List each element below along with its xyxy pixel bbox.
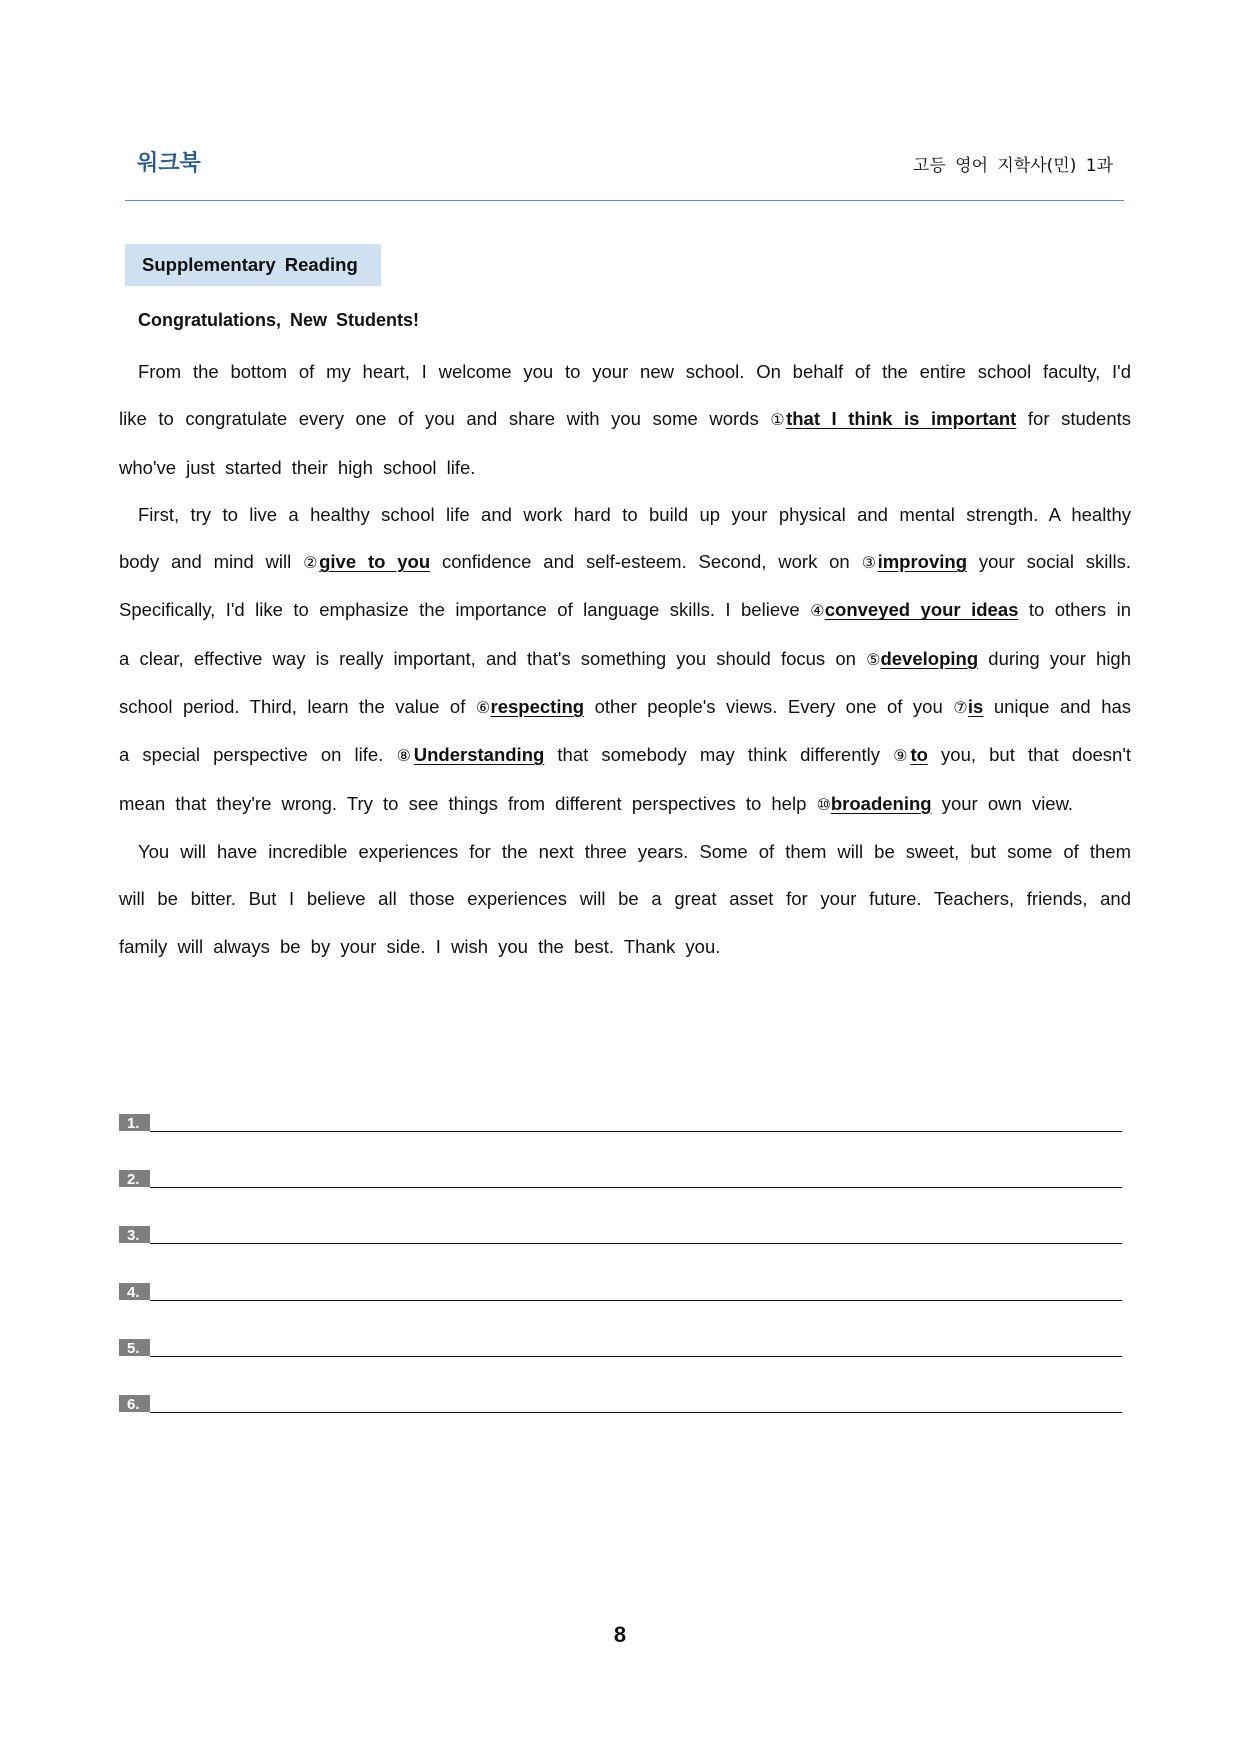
circled-number-7: ⑦ [953, 698, 968, 718]
answer-row-1 [119, 1114, 1122, 1134]
circled-number-9: ⑨ [893, 746, 911, 766]
answer-number: 2. [119, 1170, 150, 1187]
answer-line[interactable] [150, 1356, 1122, 1357]
answer-row-6 [119, 1395, 1122, 1415]
paragraph-text: other people's views. Every one of you [584, 696, 954, 718]
paragraph-3: You will have incredible experiences for the next three years. Some of them will be sweet, but some of them will be bitter. But I believe all those experiences will be a great asset for your future. Teachers, friends, and family will always be by your side. I wish you the best. Thank you. [119, 840, 1131, 957]
underlined-phrase-8: Understanding [413, 744, 545, 766]
paragraph-text: unique and has a special perspective on life. [119, 696, 1132, 766]
answer-number: 5. [119, 1339, 150, 1356]
circled-number-10: ⑩ [816, 794, 831, 814]
paragraph-text: your own view. [931, 792, 1074, 814]
answer-line[interactable] [150, 1131, 1122, 1132]
underlined-phrase-5: developing [880, 647, 979, 669]
article-body [119, 348, 1131, 970]
answer-row-5 [119, 1339, 1122, 1359]
circled-number-5: ⑤ [866, 649, 881, 669]
answer-number: 6. [119, 1395, 150, 1412]
circled-number-2: ② [303, 553, 320, 573]
underlined-phrase-2: give to you [319, 551, 431, 573]
paragraph-text: From the bottom of my heart, I welcome you to your new school. On behalf of the entire school faculty, I'd like to congratulate every one of you and share with you some words [119, 361, 1131, 430]
answer-number: 1. [119, 1114, 150, 1131]
answer-line[interactable] [150, 1412, 1122, 1413]
underlined-phrase-10: broadening [830, 792, 932, 814]
circled-number-4: ④ [810, 601, 825, 621]
circled-number-3: ③ [861, 553, 878, 573]
underlined-phrase-3: improving [877, 551, 968, 573]
answer-line[interactable] [150, 1300, 1122, 1301]
workbook-title: 워크북 [137, 151, 201, 176]
section-label: Supplementary Reading [125, 244, 381, 286]
underlined-phrase-6: respecting [490, 696, 585, 718]
answer-row-4 [119, 1283, 1122, 1303]
underlined-phrase-9: to [910, 744, 928, 766]
page-number: 8 [613, 1622, 627, 1647]
answer-number: 4. [119, 1283, 150, 1300]
paragraph-text: your social skills. Specifically, I'd like to emphasize the importance of language skills. I believe [119, 551, 1131, 621]
header-divider [125, 200, 1124, 201]
answer-row-2 [119, 1170, 1122, 1190]
answer-number: 3. [119, 1226, 150, 1243]
answer-line[interactable] [150, 1243, 1122, 1244]
underlined-phrase-1: that I think is important [786, 408, 1017, 430]
circled-number-8: ⑧ [396, 746, 414, 766]
answer-line[interactable] [150, 1187, 1122, 1188]
circled-number-1: ① [770, 410, 787, 430]
paragraph-text: to others in a clear, effective way is really important, and that's something you should focus on [119, 599, 1132, 669]
paragraph-1 [119, 348, 1131, 491]
underlined-phrase-4: conveyed your ideas [824, 599, 1019, 621]
paragraph-text: confidence and self-esteem. Second, work on [430, 551, 862, 573]
paragraph-text: during your high school period. Third, learn the value of [119, 647, 1132, 718]
answer-row-3 [119, 1226, 1122, 1246]
article-title: Congratulations, New Students! [138, 310, 420, 330]
underlined-phrase-7: is [967, 696, 984, 718]
paragraph-text: for students who've just started their high school life. [119, 408, 1131, 478]
circled-number-6: ⑥ [475, 698, 491, 718]
course-title: 고등 영어 지학사(민) 1과 [912, 156, 1113, 176]
paragraph-text: you, but that doesn't mean that they're wrong. Try to see things from different perspectives to help [119, 744, 1132, 814]
paragraph-text: that somebody may think differently [544, 744, 894, 766]
paragraph-text: First, try to live a healthy school life and work hard to build up your physical and mental strength. A healthy body and mind will [119, 503, 1131, 573]
paragraph-2 [119, 491, 1131, 828]
